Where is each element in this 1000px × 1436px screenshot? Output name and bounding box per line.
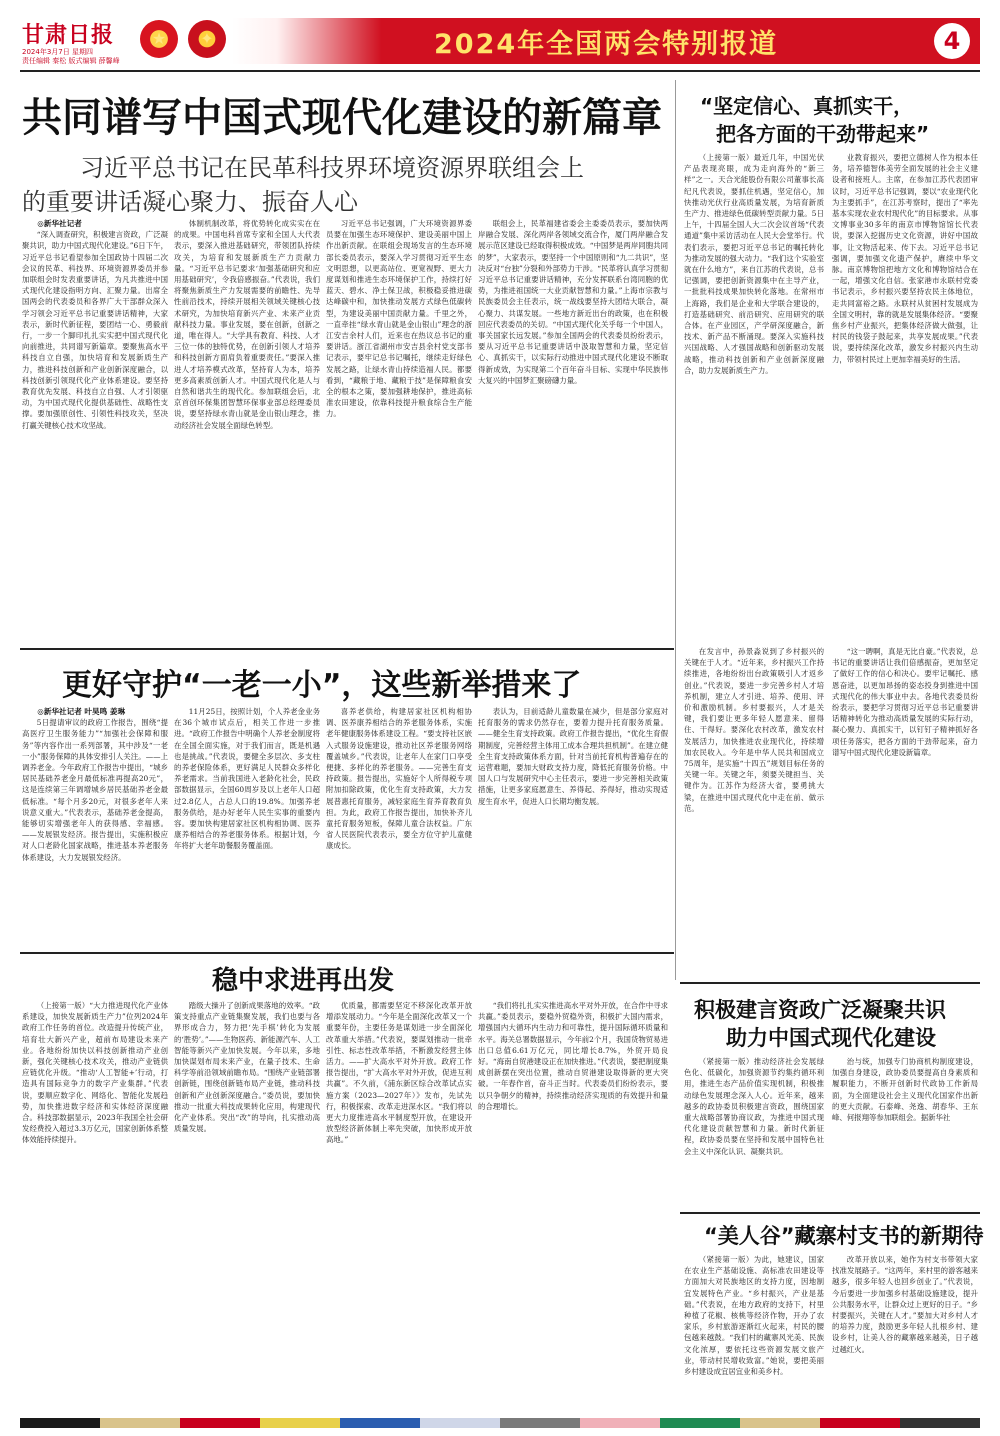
main-article-col1: ◎新华社记者 “深入调查研究，积极建言资政，广泛凝聚共识，助力中国式现代化建设。”6日下午，习近平总书记看望参加全国政协十四届二次会议的民革、科技界、环境资源界委员并参加联组会时发表重要讲话，为凡共推进中国式现代化建设指明方向、汇聚力量。出席全国两会的代表委员和各界广大干部群众深入学习领会习近平总书记重要讲话精神，大家表示，新时代新征程，要团结一心、勇毅前行，一步一个脚印扎扎实实把中国式现代化向前推进，共同谱写新篇章。要聚焦高水平科技自立自强，加快培育和发展新质生产力，推进科技创新和产业创新深度融合，以科技创新引领现代化产业体系建设。要坚持教育优先发展、科技自立自强、人才引领驱动，为中国式现代化提供基础性、战略性支撑。要加强原创性、引领性科技攻关，坚决打赢关键核心技术攻坚战。	[22, 219, 168, 430]
main-article-col4: 联组会上，民革福建省委会主委委员表示，要加快两岸融合发展、深化两岸各领域交流合作，厦门两岸融合发展示范区建设已经取得积极成效。“中国梦是两岸同胞共同的梦”，大家表示，要坚持一个中国原则和“九二共识”，坚决反对“台独”分裂和外部势力干涉。“民革将认真学习贯彻习近平总书记重要讲话精神，充分发挥联系台湾同胞的优势，为推进祖国统一大业贡献智慧和力量。”上海市宗教与民族委员会主任表示，统一战线要坚持大团结大联合，凝心聚力、共谋发展。一些地方新近出台的政策，也在积极回应代表委员的关切。“中国式现代化关乎每一个中国人，事关国家长远发展。”参加全国两会的代表委员纷纷表示，要从习近平总书记重要讲话中汲取智慧和力量，坚定信心、真抓实干，以实际行动推进中国式现代化建设不断取得新成效，为实现第二个百年奋斗目标、实现中华民族伟大复兴的中国梦汇聚磅礴力量。	[478, 219, 668, 385]
side-article-col1: （上接第一版）最近几年，中国光伏产品表现亮眼，成为走向海外的“新三样”之一。天合光能股份有限公司董事长高纪凡代表说，要抓住机遇，坚定信心，加快推动光伏行业高质量发展，为培育新质生产力、推进绿色低碳转型贡献力量。5日上午，十四届全国人大二次会议首场“代表通道”集中采访活动在人民大会堂举行。代表们表示，要把习近平总书记的嘱托转化为推动发展的强大动力。“我们这个实验室就在什么地方”，来自江苏的代表说，总书记强调，要把创新资源集中在主导产业，一批批科技成果加快转化落地。在常州市上海路，我们是企业和大学联合建设的，打造基础研究、前沿研究、应用研究的联合体。在产业园区，产学研深度融合，新技术、新产品不断涌现。要深入实施科技兴国战略、人才强国战略和创新驱动发展战略，推动科技创新和产业创新深度融合，助力发展新质生产力。	[684, 153, 824, 375]
section-rule-1	[20, 648, 674, 650]
page-header	[20, 18, 980, 64]
main-article-col2: 体制机制改革，将优势转化成实实在在的成果。中国电科首席专家和全国人大代表表示，要深入推进基础研究，带领团队持续攻关，为培育和发展新质生产力贡献力量。“习近平总书记要求‘加强基础研究和应用基础研究’，令我倍感振奋。”代表说，我们将聚焦新质生产力发展需要的前瞻性、先导性前沿技术，持续开展相关领域关键核心技术研究，为加快培育新兴产业、未来产业贡献科技力量。事业发展，要在创新，创新之道，唯在得人。“大学具有教育、科技、人才三位一体的独特优势，在创新引领人才培养和科技创新方面肩负着重要责任。”要深入推进人才培养模式改革，坚持育人为本，培养更多高素质创新人才。中国式现代化是人与自然和谐共生的现代化。参加联组会后，北京首创环保集团智慧环保事业部总经理委员说，要坚持绿水青山就是金山银山理念，推动经济社会发展全面绿色转型。	[174, 219, 320, 430]
page-number: 4	[934, 23, 970, 59]
old-young-col1: ◎新华社记者 叶昊鸣 姜琳 5日提请审议的政府工作报告，围绕“提高医疗卫生服务能力”“加强社会保障和服务”等内容作出一系列部署，其中涉及“一老一小”服务保障的具体安排引人关注。——上调养老金。今年政府工作报告中提出，“城乡居民基础养老金月最低标准再提高20元”，这是连续第三年调增城乡居民基础养老金最低标准。“每个月多20元，对很多老年人来说意义重大。”代表表示，基础养老金提高，能够切实增强老年人的获得感、幸福感。——发展银发经济。报告提出，实施积极应对人口老龄化国家战略，推进基本养老服务体系建设，大力发展银发经济。	[22, 707, 168, 862]
color-swatch	[420, 1418, 500, 1428]
ethnic-col1: （紧接第一版）推动经济社会发展绿色化、低碳化，加强资源节约集约循环利用，推进生态产品价值实现机制，积极推动绿色发展理念深入人心。近年来，越来越多的政协委员积极建言资政，围绕国家重大战略部署协商议政，为推进中国式现代化建设贡献智慧和力量。新时代新征程，政协委员要在坚持和发展中国特色社会主义中深化认识、凝聚共识。	[684, 1057, 824, 1156]
section-rule-3	[680, 982, 980, 984]
main-byline: ◎新华社记者	[37, 219, 82, 228]
header-rule	[20, 70, 980, 72]
color-swatch	[20, 1418, 100, 1428]
vertical-divider	[675, 80, 676, 980]
color-swatch	[820, 1418, 900, 1428]
side-headline-line1: “坚定信心、真抓实干，	[700, 94, 914, 118]
color-swatch	[180, 1418, 260, 1428]
side-mid-col2: “这一聘啊，真是无比自豪。”代表说，总书记的重要讲话让我们倍感振奋，更加坚定了做好工作的信心和决心。要牢记嘱托、感恩奋进，以更加昂扬的姿态投身到推进中国式现代化的伟大事业中去。各地代表委员纷纷表示，要把学习贯彻习近平总书记重要讲话精神转化为推动高质量发展的实际行动，凝心聚力、真抓实干，以钉钉子精神抓好各项任务落实，把各方面的干劲带起来，奋力谱写中国式现代化建设新篇章。	[832, 647, 978, 757]
color-swatch	[580, 1418, 660, 1428]
masthead-meta	[22, 48, 120, 66]
side-article-col2: 业教育振兴，要把立德树人作为根本任务，培养德智体美劳全面发展的社会主义建设者和接班人。主席，在参加江苏代表团审议时，习近平总书记强调，要以“农业现代化为主要抓手”，在江苏考察时，提出了“率先基本实现农业农村现代化”的目标要求。从事文博事业30多年的南京市博物馆馆长代表说，要深入挖掘历史文化资源，讲好中国故事，让文物活起来、传下去。习近平总书记强调，要加强文化遗产保护，赓续中华文脉。南京博物馆把地方文化和博物馆结合在一起，增强文化自信。张家港市永联村党委书记表示，乡村振兴要坚持农民主体地位，走共同富裕之路。永联村从贫困村发展成为全国文明村，靠的就是发展集体经济。“要聚焦乡村产业振兴，把集体经济做大做强，让村民的钱袋子鼓起来，共享发展成果。”代表说，要持续深化改革，激发乡村振兴内生动力，带领村民过上更加幸福美好的生活。	[832, 153, 978, 364]
stable-headline: 稳中求进再出发	[212, 966, 395, 996]
ethnic-headline-line2: 助力中国式现代化建设	[726, 1026, 936, 1050]
color-calibration-bar	[20, 1418, 980, 1428]
section-rule-2	[20, 952, 674, 954]
color-swatch	[340, 1418, 420, 1428]
ethnic-headline-line1: 积极建言资政广泛凝聚共识	[694, 998, 946, 1022]
color-swatch	[500, 1418, 580, 1428]
color-swatch	[260, 1418, 340, 1428]
section-rule-4	[680, 1212, 980, 1214]
ethnic-col2: 治与统，加强专门协商机构制度建设，加强自身建设，政协委员要提高自身素质和履职能力，不断开创新时代政协工作新局面，为全面建设社会主义现代化国家作出新的更大贡献。石泰峰、尧逸、胡春华、王东峰、何报翔等参加联组会。据新华社	[832, 1057, 978, 1123]
color-swatch	[660, 1418, 740, 1428]
main-headline: 共同谱写中国式现代化建设的新篇章	[22, 95, 662, 141]
stable-col2: 踏级大操升了创新成果落地的效率。“政策支持重点产业链集聚发展，我们也要与各界形成合力，努力把‘先手棋’转化为发展的‘胜势’。”——生物医药、新能源汽车、人工智能等新兴产业加快发展。今年以来，多地加快谋划布局未来产业，在量子技术、生命科学等前沿领域前瞻布局。“围绕产业链部署创新链，围绕创新链布局产业链，推动科技创新和产业创新深度融合。”委员说，要加快推动一批重大科技成果转化应用，构建现代化产业体系。突出“改”的导向，扎实推动高质量发展。	[174, 1001, 320, 1134]
main-subtitle-line1: 习近平总书记在民革科技界环境资源界联组会上	[80, 154, 584, 182]
stable-col3: 优质量，都需要坚定不移深化改革开放增添发展动力。“今年是全面深化改革又一个重要年份，主要任务是谋划进一步全面深化改革重大举措。”代表说，要谋划推动一批牵引性、标志性改革举措，不断激发经营主体活力。——扩大高水平对外开放。政府工作报告提出，“扩大高水平对外开放，促进互利共赢”。不久前，《浦东新区综合改革试点实施方案（2023—2027年）》发布，先试先行，积极探索、改革走进深水区。“我们将以更大力度推进高水平制度型开放，在建设开放型经济新体制上率先突破，加快形成开放高地。”	[326, 1001, 472, 1145]
cppcc-emblem-icon: ✦	[188, 20, 226, 58]
color-swatch	[100, 1418, 180, 1428]
old-young-headline: 更好守护“一老一小”，这些新举措来了	[62, 668, 582, 703]
village-headline: “美人谷”藏寨村支书的新期待	[704, 1224, 984, 1248]
old-young-col3: 喜养老供给，构建居家社区机构相协调、医养康养相结合的养老服务体系，实施老年健康服务体系建设工程。“要支持社区嵌入式服务设施建设，推动社区养老服务网络覆盖城乡。”代表说，让老年人在家门口享受便捷、多样化的养老服务。——完善生育支持政策。报告提出，实施好个人所得税专项附加扣除政策，优化生育支持政策，大力发展普惠托育服务，减轻家庭生育养育教育负担。为此，政府工作报告提出，加快补齐儿童托育服务短板，保障儿童合法权益。广东省人民医院代表表示，要全方位守护儿童健康成长。	[326, 707, 472, 851]
color-swatch	[740, 1418, 820, 1428]
old-young-col4: 表认为，目前适龄儿童数量在减少，但是部分家庭对托育服务的需求仍然存在，要着力提升托育服务质量。——健全生育支持政策。政府工作报告提出，“优化生育假期制度，完善经营主体用工成本合理共担机制”。在建立健全生育支持政策体系方面，针对当前托育机构普遍存在的运营难题，要加大财政支持力度，降低托育服务价格。中国人口与发展研究中心主任表示，要进一步完善相关政策措施，让更多家庭愿意生、养得起、养得好，推动实现适度生育水平，促进人口长期均衡发展。	[478, 707, 668, 806]
masthead-title: 甘肃日报	[22, 22, 115, 48]
main-article-col3: 习近平总书记强调，广大环境资源界委员要在加强生态环境保护、建设美丽中国上作出新贡献。在联组会现场发言的生态环境部长委员表示，要深入学习贯彻习近平生态文明思想，以更高站位、更宽视野、更大力度谋划和推进生态环境保护工作，持续打好蓝天、碧水、净土保卫战，积极稳妥推进碳达峰碳中和，加快推动发展方式绿色低碳转型，为建设美丽中国贡献力量。千里之外，一直牵挂“绿水青山就是金山银山”理念的浙江安吉余村人们，近来也在热议总书记的重要讲话。浙江省湖州市安吉县余村党支部书记表示，要牢记总书记嘱托，继续走好绿色发展之路，让绿水青山持续造福人民。都要看到，“藏粮于地、藏粮于技”是保障粮食安全的根本之策，要加强耕地保护，推进高标准农田建设，依靠科技提升粮食综合生产能力。	[326, 219, 472, 419]
banner-title: 2024年全国两会特别报道	[434, 29, 779, 60]
color-swatch	[900, 1418, 980, 1428]
stable-col4: “我们将扎扎实实推进高水平对外开放，在合作中寻求共赢。”委员表示，要稳外贸稳外资，积极扩大国内需求，增强国内大循环内生动力和可靠性，提升国际循环质量和水平。海关总署数据显示，今年前2个月，我国货物贸易进出口总值6.61万亿元，同比增长8.7%，外贸开局良好。“海南自贸港建设正在加快推进。”代表说，要把制度集成创新摆在突出位置，推动自贸港建设取得新的更大突破。一年春作首，奋斗正当时。代表委员们纷纷表示，要以只争朝夕的精神，持续推动经济实现质的有效提升和量的合理增长。	[478, 1001, 668, 1111]
old-young-byline: ◎新华社记者 叶昊鸣 姜琳	[37, 707, 126, 716]
old-young-col2: 11月25日，按照计划，个人养老金业务在36个城市试点后，相关工作进一步推进。“政府工作报告中明确个人养老金制度将在全国全面实施，对于我们而言，既是机遇也是挑战。”代表说，要健全多层次、多支柱的养老保险体系，更好满足人民群众多样化养老需求。当前我国进入老龄化社会，民政部数据显示，全国60周岁及以上老年人口超过2.8亿人，占总人口的19.8%。加强养老服务供给，是办好老年人民生实事的重要内容。要加快构建居家社区机构相协调、医养康养相结合的养老服务体系。根据计划，今年将扩大老年助餐服务覆盖面。	[174, 707, 320, 851]
side-mid-col1: 在发言中，孙景淼说到了乡村振兴的关键在于人才。“近年来，乡村振兴工作持续推进，各地纷纷出台政策吸引人才返乡创业。”代表说，要进一步完善乡村人才培养机制，建立人才引进、培养、使用、评价和激励机制。乡村要振兴，人才是关键，我们要让更多年轻人愿意来、留得住、干得好。要深化农村改革，激发农村发展活力，加快推进农业现代化，持续增加农民收入。今年是中华人民共和国成立75周年，是实施“十四五”规划目标任务的关键一年。关键之年，须要关键担当、关键作为。江苏作为经济大省，要勇挑大梁，在推进中国式现代化中走在前、做示范。	[684, 647, 824, 813]
main-subtitle-line2: 的重要讲话凝心聚力、振奋人心	[22, 188, 358, 216]
stable-col1: （上接第一版）“大力推进现代化产业体系建设，加快发展新质生产力”位列2024年政府工作任务的首位。改造提升传统产业，培育壮大新兴产业，超前布局建设未来产业。各地纷纷加快以科技创新推动产业创新，强化关键核心技术攻关，推动产业链供应链优化升级。“推动‘人工智能+’行动，打造具有国际竞争力的数字产业集群。”代表说，要顺应数字化、网络化、智能化发展趋势，加快推进数字经济和实体经济深度融合。科技部数据显示，2023年我国全社会研发经费投入超过3.3万亿元，国家创新体系整体效能持续提升。	[22, 1001, 168, 1145]
side-headline-line2: 把各方面的干劲带起来”	[716, 122, 930, 146]
issue-date: 2024年3月7日 星期四	[22, 48, 93, 56]
national-emblem-icon: ★	[140, 20, 178, 58]
editor-credits: 责任编辑 秦松 版式编辑 薛馨峰	[22, 57, 120, 65]
village-col1: （紧接第一版）为此，她建议，国家在农业生产基础设施、高标准农田建设等方面加大对民族地区的支持力度，因地制宜发展特色产业。“乡村振兴，产业是基础。”代表说，在地方政府的支持下，村里种植了花椒、核桃等经济作物，开办了农家乐，乡村旅游逐渐红火起来，村民的腰包越来越鼓。“我们村的藏寨风光美、民族文化浓厚，要依托这些资源发展文旅产业，带动村民增收致富。”她说，要把美丽乡村建设成宜居宜业和美乡村。	[684, 1255, 824, 1377]
village-col2: 改革开放以来，她作为村支书带领大家找准发展路子。“这两年，来村里的游客越来越多，很多年轻人也回乡创业了。”代表说，今后要进一步加强乡村基础设施建设，提升公共服务水平，让群众过上更好的日子。“乡村要振兴，关键在人才。”要加大对乡村人才的培养力度，鼓励更多年轻人扎根乡村、建设乡村，让美人谷的藏寨越来越美，日子越过越红火。	[832, 1255, 978, 1354]
